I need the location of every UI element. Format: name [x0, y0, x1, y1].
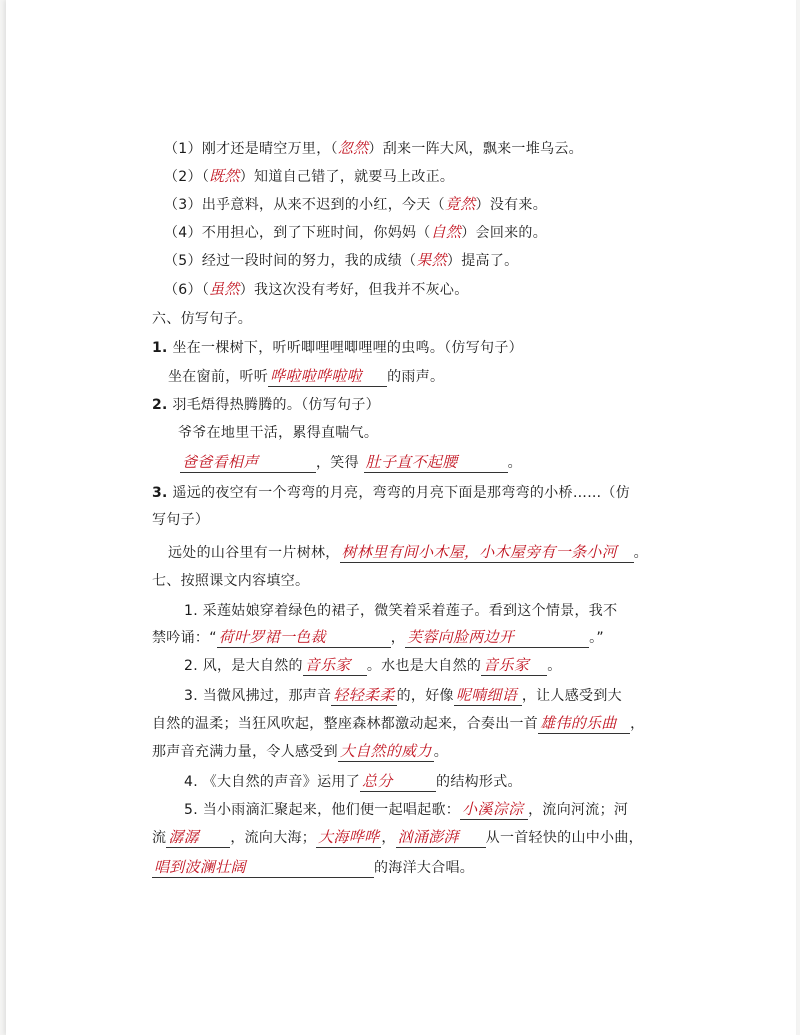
line-text: ，让人感受到大	[521, 688, 622, 704]
s6-q1-answer-line	[168, 366, 444, 387]
item-text: （	[201, 282, 210, 298]
answer-handwritten: 音乐家	[303, 655, 367, 676]
answer-handwritten: 竟然	[444, 195, 476, 213]
line-text: 那声音充满力量，令人感受到	[152, 744, 338, 760]
answer-handwritten: 芙蓉向脸两边开	[405, 627, 589, 648]
s7-q3-line3	[152, 741, 448, 762]
item-text: ）没有来。	[475, 197, 548, 213]
s6-q1-prompt	[152, 338, 523, 358]
answer-handwritten: 小溪淙淙	[460, 799, 528, 820]
line-text: 。	[633, 545, 648, 561]
line-text: 的雨声。	[387, 369, 445, 385]
line-text: 。	[507, 455, 522, 471]
answer-handwritten: 轻轻柔柔	[333, 686, 395, 704]
answer-handwritten: 虽然	[209, 280, 240, 298]
question-text: 羽毛焐得热腾腾的。（仿写句子）	[172, 397, 380, 413]
s7-q3-line2	[152, 713, 644, 734]
s6-q2-prompt	[152, 395, 380, 415]
item-text: 刚才还是晴空万里，（	[201, 141, 338, 157]
item-text: （	[201, 169, 210, 185]
s7-q1-line1: 1. 采莲姑娘穿着绿色的裙子，微笑着采着莲子。看到这个情景，我不	[184, 603, 618, 619]
line-text: ，	[381, 830, 396, 846]
line-text: 禁吟诵：“	[152, 630, 217, 646]
line-text: ，流向大海；	[230, 830, 317, 846]
s7-q4-line	[184, 771, 522, 792]
s7-q3-line1	[184, 685, 622, 706]
line-text: 的海洋大合唱。	[374, 860, 475, 876]
line-text: 。	[547, 658, 562, 674]
item-2	[164, 166, 454, 187]
item-text: 经过一段时间的努力，我的成绩（	[201, 253, 417, 269]
s7-q2-line	[184, 655, 562, 676]
answer-handwritten: 汹涌澎湃	[396, 827, 486, 848]
line-text: 3. 当微风拂过，那声音	[184, 688, 332, 704]
item-text: ）知道自己错了，就要马上改正。	[239, 169, 455, 185]
item-number: （6）	[164, 282, 202, 298]
answer-handwritten: 肚子直不起腰	[364, 452, 508, 473]
item-1	[164, 138, 583, 159]
line-text: 自然的温柔；当狂风吹起，整座森林都激动起来，合奏出一首	[152, 716, 539, 732]
item-4	[164, 222, 547, 243]
s7-q5-line1	[184, 799, 628, 820]
section-7-heading: 七、按照课文内容填空。	[152, 573, 310, 589]
item-number: （5）	[164, 253, 202, 269]
answer-handwritten: 既然	[209, 167, 240, 185]
answer-handwritten: 雄伟的乐曲	[538, 713, 630, 734]
line-text: 。”	[589, 630, 604, 646]
worksheet-page	[6, 0, 796, 1035]
question-number: 3.	[152, 485, 168, 501]
line-text: 。	[433, 744, 449, 760]
answer-handwritten: 爸爸看相声	[180, 452, 316, 473]
answer-handwritten: 哗啦啦哗啦啦	[268, 366, 387, 387]
item-text: ）提高了。	[446, 253, 519, 269]
line-text: ，流向河流；河	[528, 802, 629, 818]
answer-handwritten: 大自然的威力	[339, 742, 432, 760]
s6-q3-prompt-cont: 写句子）	[152, 512, 210, 528]
line-text: 2. 风，是大自然的	[184, 658, 303, 674]
s6-q3-answer-line	[168, 542, 648, 563]
question-number: 2.	[152, 397, 168, 413]
s6-q3-prompt	[152, 483, 630, 503]
item-5	[164, 250, 518, 271]
item-number: （4）	[164, 225, 202, 241]
item-number: （2）	[164, 169, 202, 185]
line-text: ，	[390, 630, 406, 646]
line-text: ，笑得	[316, 455, 359, 471]
s7-q1-line2	[152, 627, 604, 648]
answer-handwritten: 果然	[416, 251, 447, 269]
line-text: 的结构形式。	[436, 774, 522, 790]
line-text: 坐在窗前，听听	[168, 369, 269, 385]
question-text: 坐在一棵树下，听听唧哩哩唧哩哩的虫鸣。（仿写句子）	[172, 340, 523, 356]
answer-handwritten: 荷叶罗裙一色裁	[217, 627, 391, 648]
answer-handwritten: 音乐家	[481, 655, 547, 676]
item-number: （3）	[164, 197, 202, 213]
line-text: 从一首轻快的山中小曲，	[485, 830, 643, 846]
question-text: 遥远的夜空有一个弯弯的月亮，弯弯的月亮下面是那弯弯的小桥……（仿	[172, 485, 631, 501]
line-text: 5. 当小雨滴汇聚起来，他们便一起唱起歌：	[184, 802, 461, 818]
item-text: 不用担心，到了下班时间，你妈妈（	[201, 225, 431, 241]
item-text: 出乎意料，从来不迟到的小红，今天（	[201, 197, 445, 213]
item-number: （1）	[164, 141, 202, 157]
question-number: 1.	[152, 340, 168, 356]
answer-handwritten: 自然	[430, 223, 462, 241]
line-text: 。水也是大自然的	[366, 658, 482, 674]
line-text: 流	[152, 830, 167, 846]
item-6	[164, 279, 469, 300]
answer-handwritten: 忽然	[337, 139, 369, 157]
item-3	[164, 194, 547, 215]
answer-handwritten: 总分	[360, 771, 436, 792]
s7-q5-line2	[152, 827, 643, 848]
answer-handwritten: 树林里有间小木屋，小木屋旁有一条小河	[340, 542, 634, 563]
answer-handwritten: 大海哗哗	[318, 828, 380, 846]
answer-handwritten: 呢喃细语	[454, 685, 522, 706]
line-text: ，	[630, 716, 645, 732]
line-text: 的，好像	[396, 688, 454, 704]
section-6-heading: 六、仿写句子。	[152, 311, 253, 327]
s6-q2-example: 爷爷在地里干活，累得直喘气。	[178, 425, 379, 441]
item-text: ）我这次没有考好，但我并不灰心。	[239, 282, 469, 298]
line-text: 4. 《大自然的声音》运用了	[184, 774, 361, 790]
answer-handwritten: 潺潺	[166, 827, 230, 848]
answer-handwritten: 唱到波澜壮阔	[152, 857, 374, 878]
item-text: ）会回来的。	[461, 225, 548, 241]
item-text: ）刮来一阵大风，飘来一堆乌云。	[368, 141, 583, 157]
line-text: 远处的山谷里有一片树林，	[168, 545, 340, 561]
s6-q2-answer-line	[180, 452, 522, 473]
s7-q5-line3	[152, 857, 474, 878]
